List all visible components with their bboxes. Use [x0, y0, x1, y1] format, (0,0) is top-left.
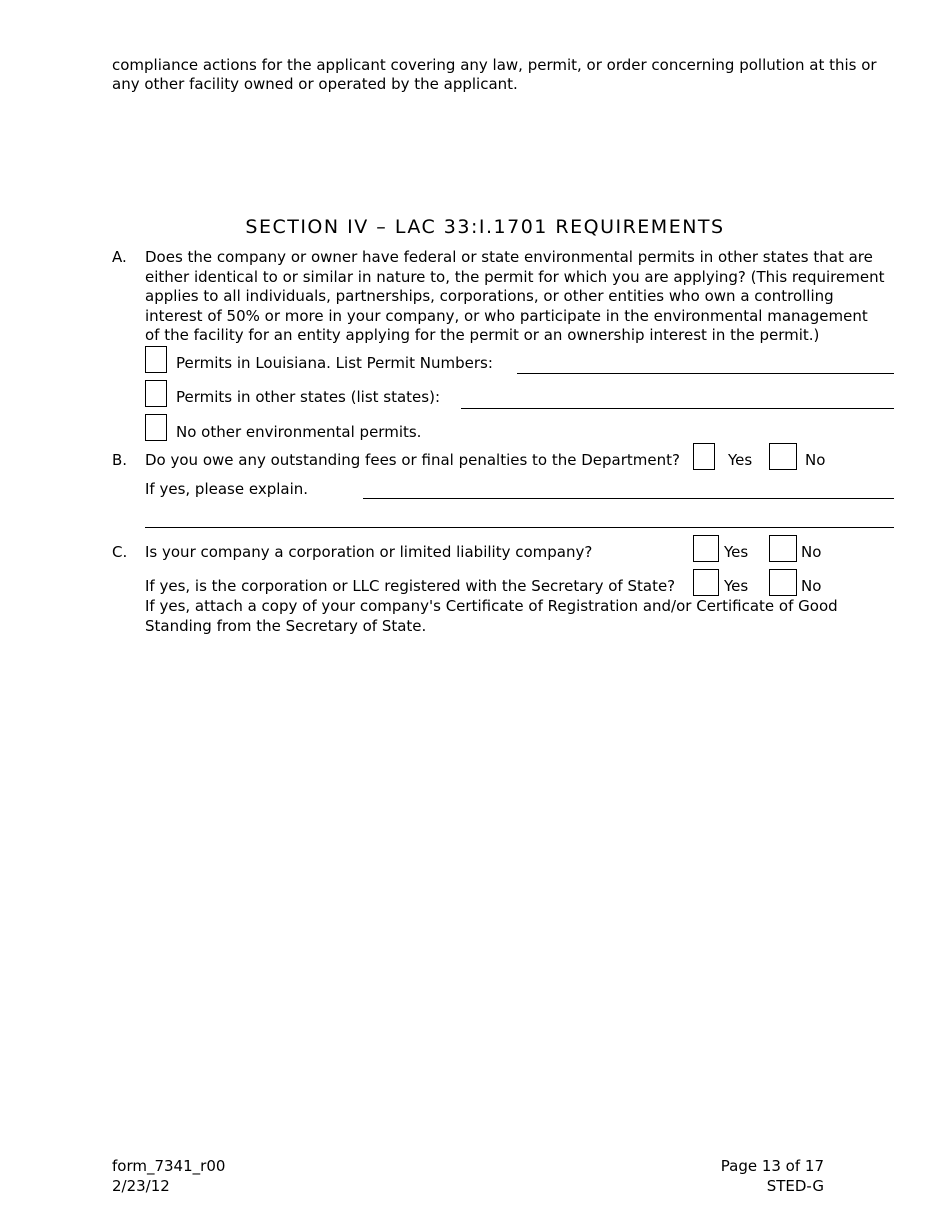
- other-states-list-field[interactable]: [461, 408, 894, 409]
- question-c-text: Is your company a corporation or limited liability company?: [145, 543, 593, 561]
- question-c-followup-text: If yes, is the corporation or LLC registered with the Secretary of State?: [145, 577, 676, 595]
- no-other-permits-checkbox[interactable]: [145, 414, 167, 441]
- question-b-letter: B.: [112, 451, 128, 469]
- question-c-followup-yes-label: Yes: [724, 577, 749, 595]
- question-c-attach-line-2: Standing from the Secretary of State.: [145, 617, 427, 635]
- other-states-permits-checkbox[interactable]: [145, 380, 167, 407]
- louisiana-permits-checkbox[interactable]: [145, 346, 167, 373]
- question-b-yes-label: Yes: [728, 451, 753, 469]
- louisiana-permit-numbers-field[interactable]: [517, 373, 894, 374]
- question-c-no-checkbox[interactable]: [769, 535, 797, 562]
- question-b-no-label: No: [805, 451, 826, 469]
- no-other-permits-label: No other environmental permits.: [176, 423, 422, 441]
- question-c-followup-yes-checkbox[interactable]: [693, 569, 719, 596]
- footer-page-number: Page 13 of 17: [720, 1157, 824, 1175]
- question-b-explain-field-2[interactable]: [145, 527, 894, 528]
- question-b-explain-field[interactable]: [363, 498, 894, 499]
- question-a-text: Does the company or owner have federal or state environmental permits in other states that are either identical to or similar in nature to, the permit for which you are applying? (This requirement applies to all individuals, partnerships, corporations, or other entities who own a controlling interest of 50% or more in your company, or who participate in the environmental management of the facility for an entity applying for the permit or an ownership interest in the permit.): [145, 248, 885, 344]
- intro-paragraph: compliance actions for the applicant covering any law, permit, or order concerning pollution at this or any other facility owned or operated by the applicant.: [112, 56, 877, 93]
- question-c-no-label: No: [801, 543, 822, 561]
- footer-form-code: STED-G: [766, 1177, 824, 1195]
- footer-date: 2/23/12: [112, 1177, 170, 1195]
- question-b-text: Do you owe any outstanding fees or final penalties to the Department?: [145, 451, 680, 469]
- louisiana-permits-label: Permits in Louisiana. List Permit Numbers:: [176, 354, 493, 372]
- question-b-yes-checkbox[interactable]: [693, 443, 715, 470]
- footer-form-id: form_7341_r00: [112, 1157, 226, 1175]
- other-states-permits-label: Permits in other states (list states):: [176, 388, 441, 406]
- question-a-letter: A.: [112, 248, 127, 266]
- question-c-yes-checkbox[interactable]: [693, 535, 719, 562]
- question-c-followup-no-label: No: [801, 577, 822, 595]
- question-b-explain-label: If yes, please explain.: [145, 480, 309, 498]
- question-c-followup-no-checkbox[interactable]: [769, 569, 797, 596]
- question-c-attach-line-1: If yes, attach a copy of your company's Certificate of Registration and/or Certificate of Good: [145, 597, 838, 615]
- question-c-letter: C.: [112, 543, 128, 561]
- question-b-no-checkbox[interactable]: [769, 443, 797, 470]
- question-c-yes-label: Yes: [724, 543, 749, 561]
- section-title: SECTION IV – LAC 33:I.1701 REQUIREMENTS: [245, 216, 725, 238]
